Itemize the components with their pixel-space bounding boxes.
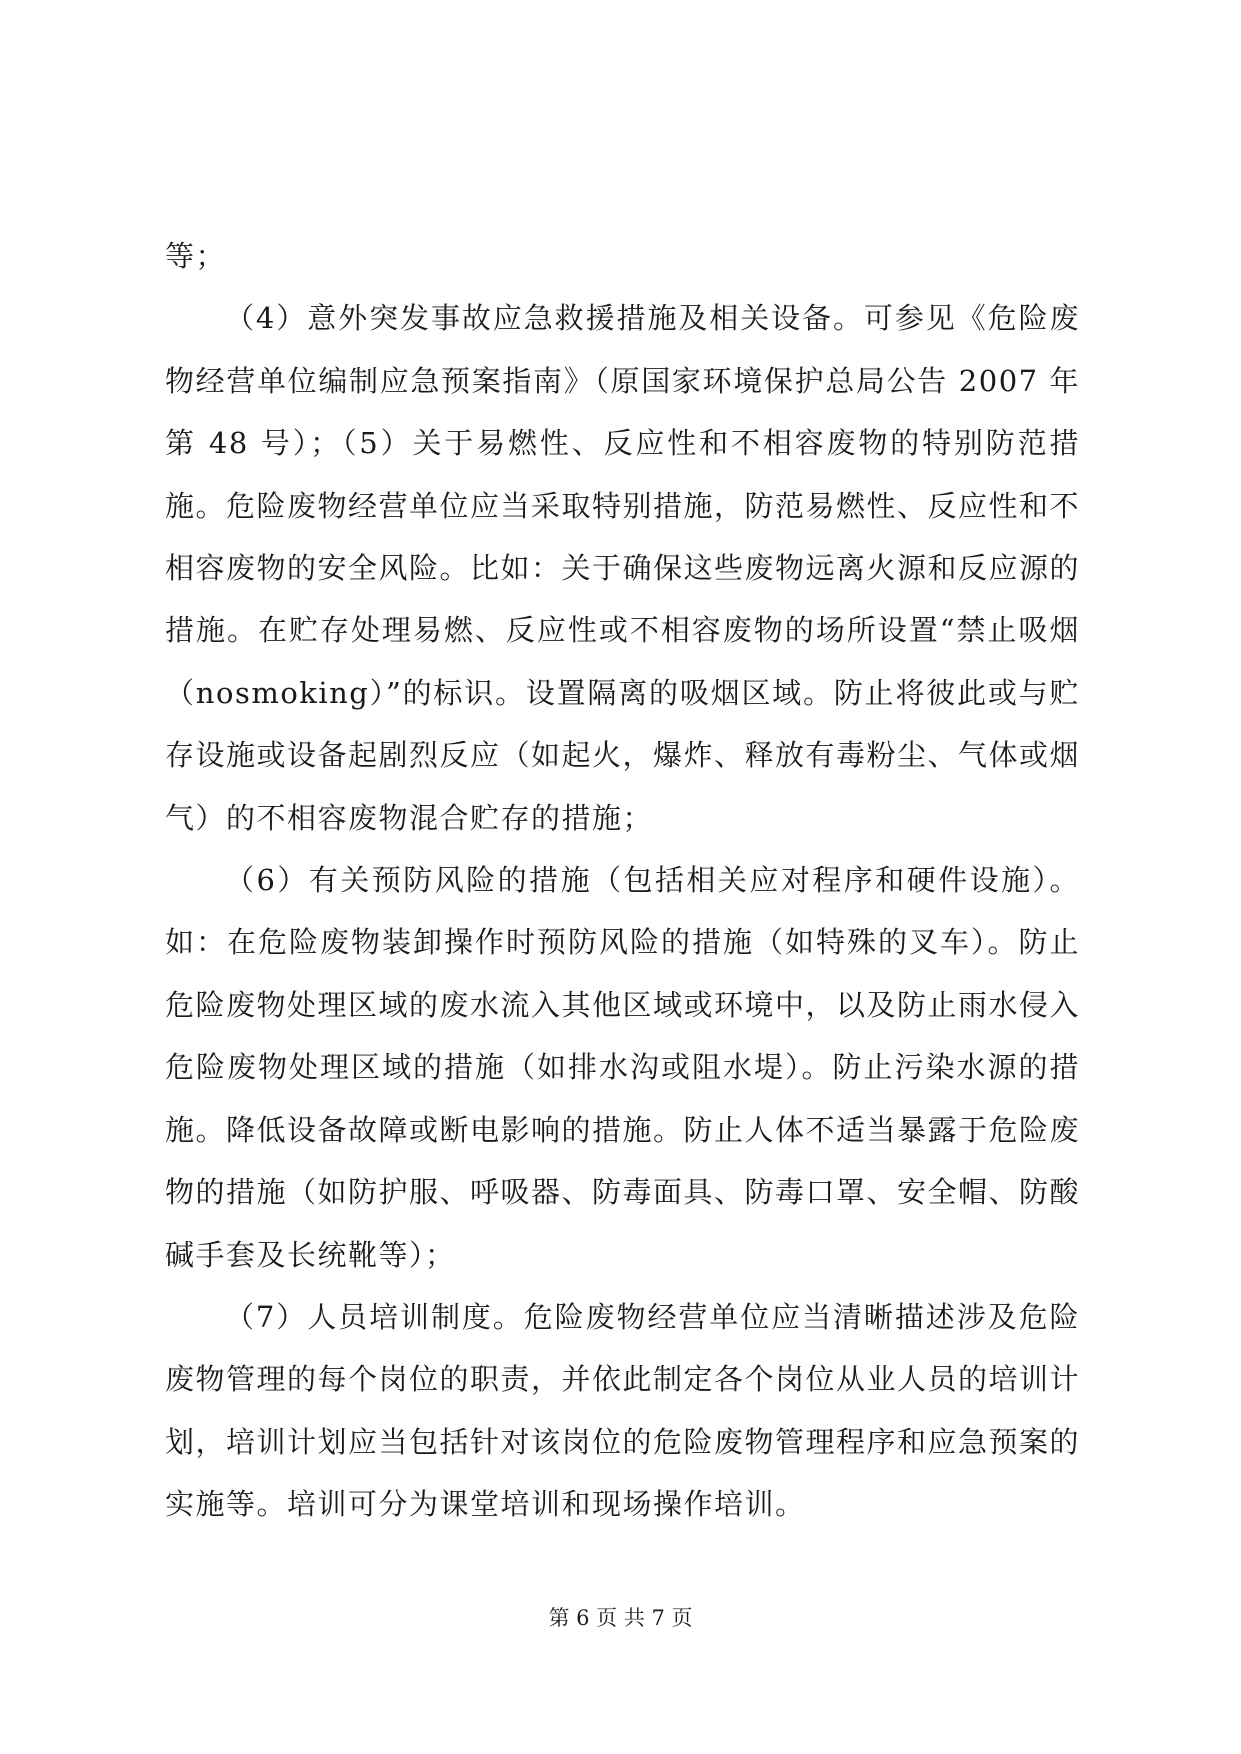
page-number-footer: 第 6 页 共 7 页 [548,1606,693,1630]
paragraph-item-6: （6）有关预防风险的措施（包括相关应对程序和硬件设施）。如：在危险废物装卸操作时预防风险的措施（如特殊的叉车）。防止危险废物处理区域的废水流入其他区域或环境中，以及防止雨水侵入危险废物处理区域的措施（如排水沟或阻水堤）。防止污染水源的措施。降低设备故障或断电影响的措施。防止人体不适当暴露于危险废物的措施（如防护服、呼吸器、防毒面具、防毒口罩、安全帽、防酸碱手套及长统靴等）； [165,863,1081,1272]
paragraph-item-4-5: （4）意外突发事故应急救援措施及相关设备。可参见《危险废物经营单位编制应急预案指南》（原国家环境保护总局公告 2007 年第 48 号）；（5）关于易燃性、反应性和不相容废物的特别防范措施。危险废物经营单位应当采取特别措施，防范易燃性、反应性和不相容废物的安全风险。比如：关于确保这些废物远离火源和反应源的措施。在贮存处理易燃、反应性或不相容废物的场所设置“禁止吸烟（nosmoking）”的标识。设置隔离的吸烟区域。防止将彼此或与贮存设施或设备起剧烈反应（如起火，爆炸、释放有毒粉尘、气体或烟气）的不相容废物混合贮存的措施； [165,301,1081,835]
paragraph-item-7: （7）人员培训制度。危险废物经营单位应当清晰描述涉及危险废物管理的每个岗位的职责，并依此制定各个岗位从业人员的培训计划，培训计划应当包括针对该岗位的危险废物管理程序和应急预案的实施等。培训可分为课堂培训和现场操作培训。 [165,1299,1081,1522]
document-body [165,225,1080,1536]
paragraph-continuation: 等； [165,239,227,273]
